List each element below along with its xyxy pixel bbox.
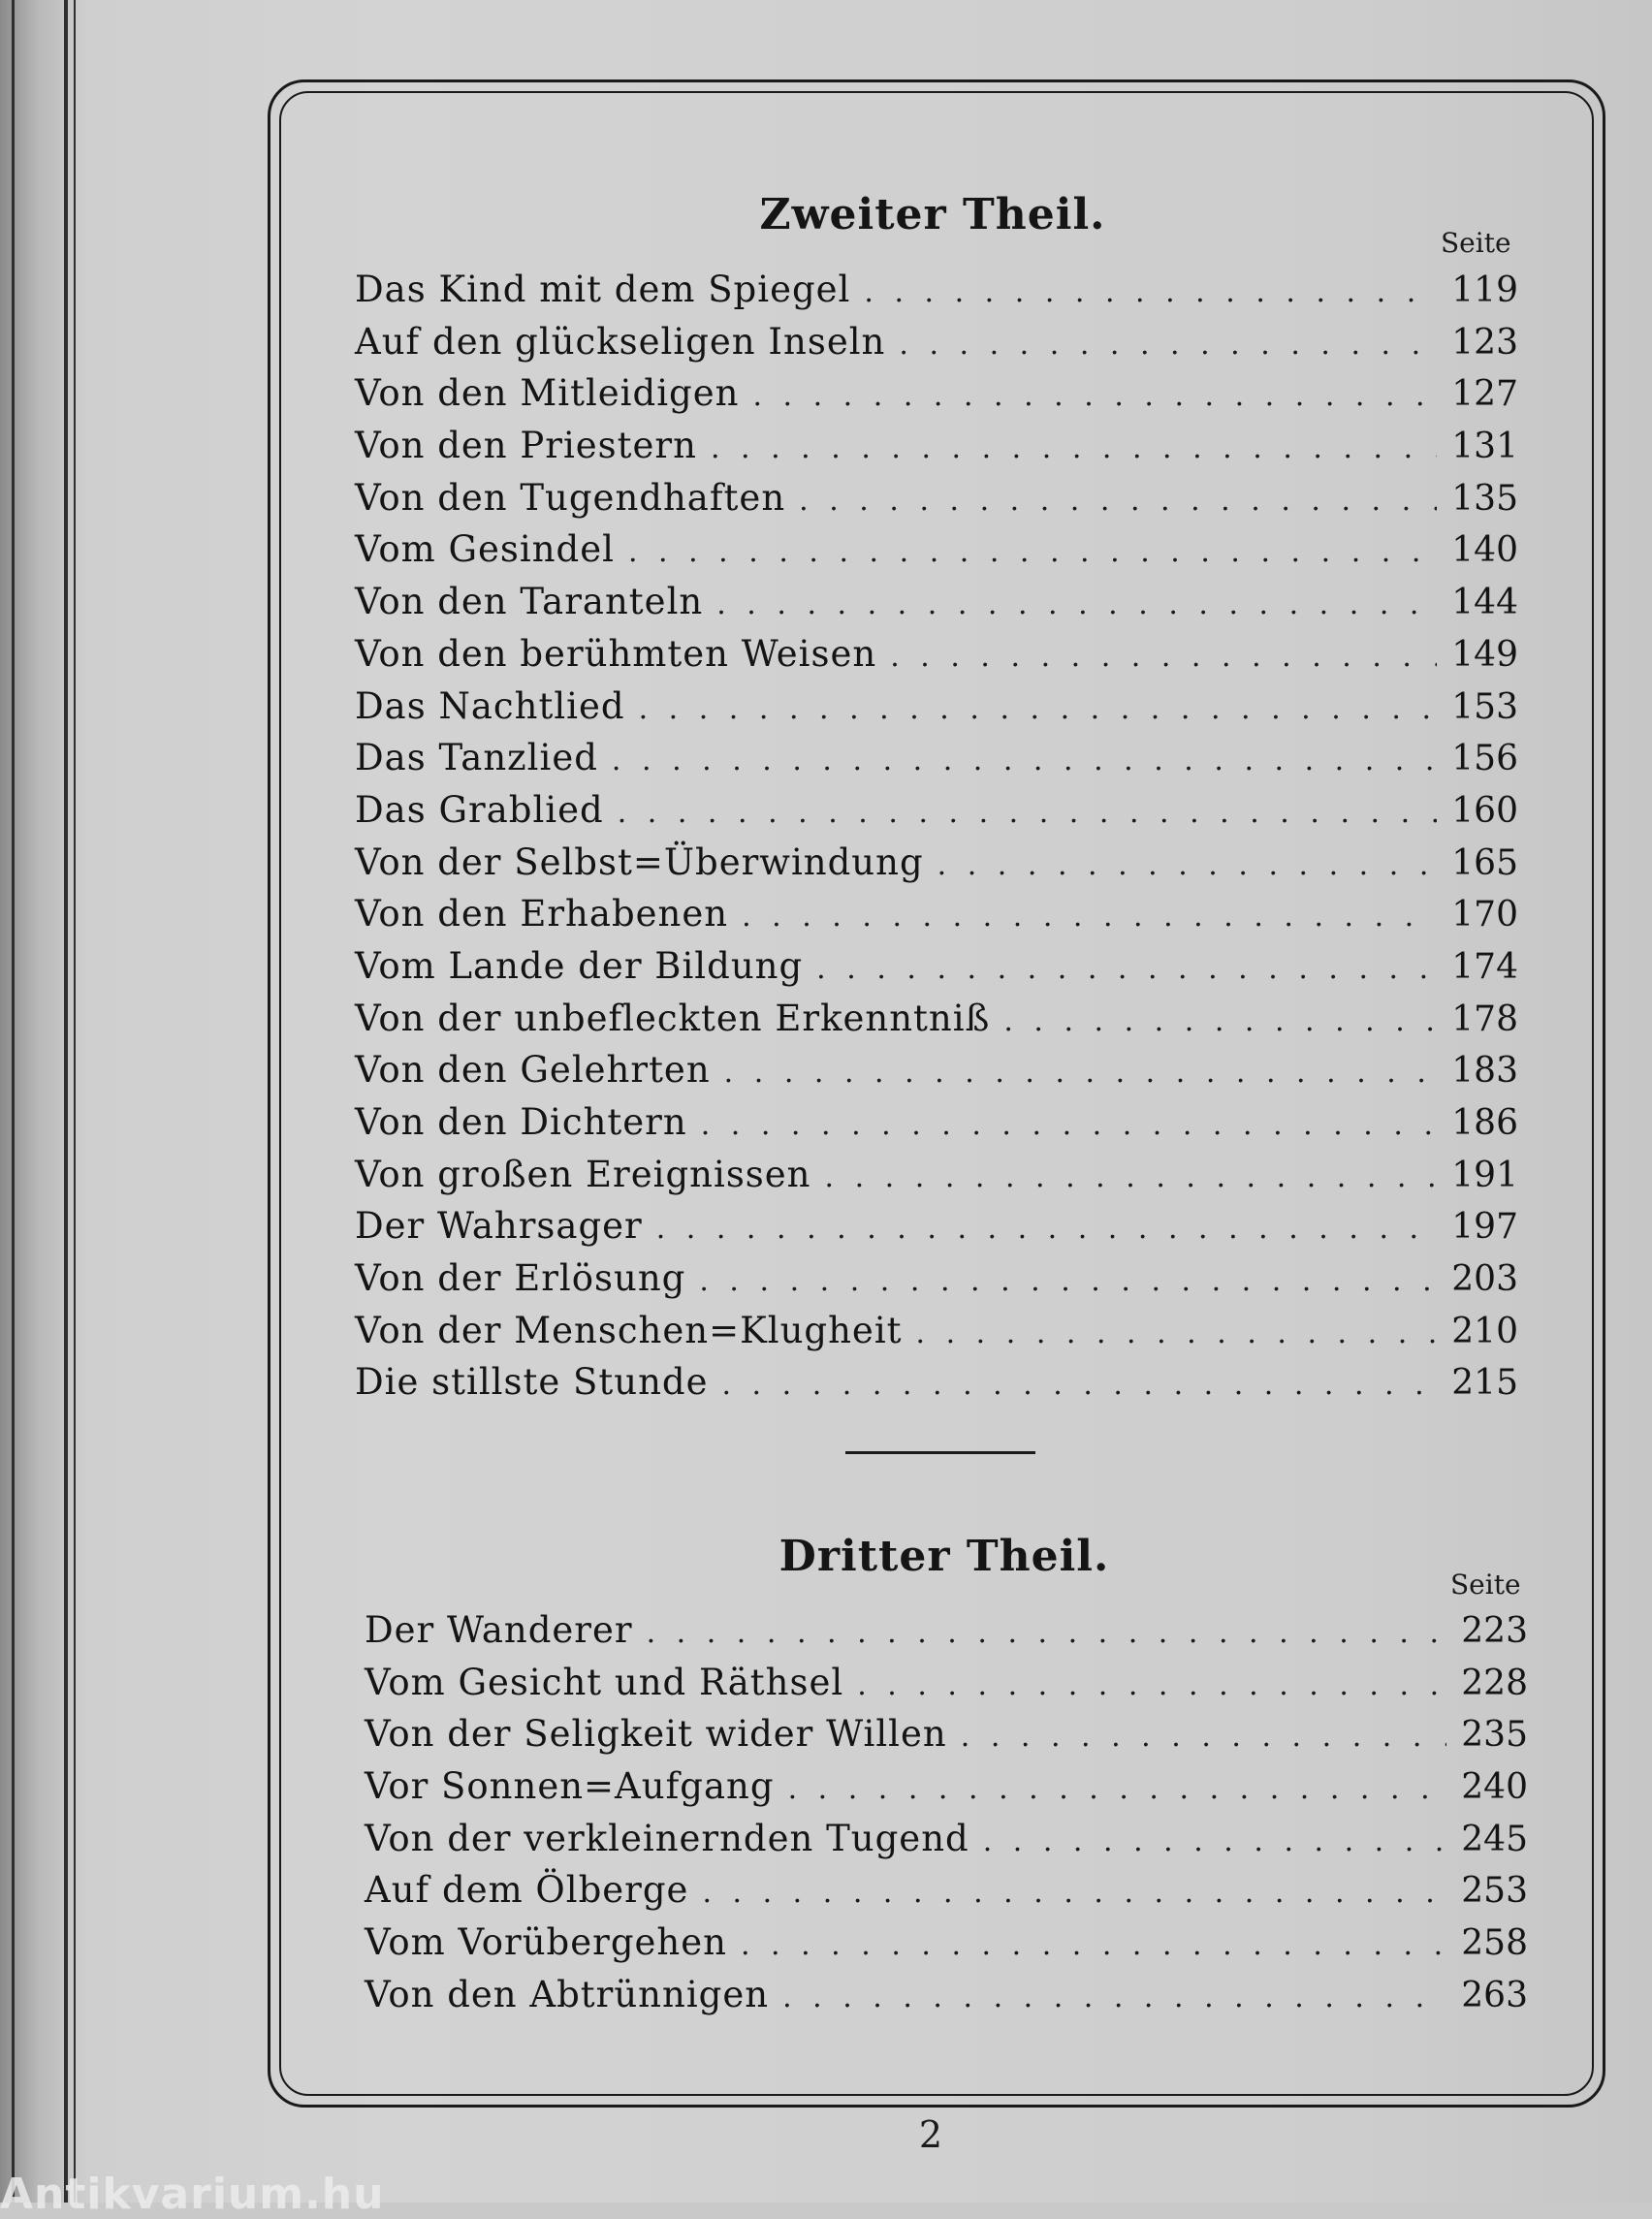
toc-entry-page: 174 <box>1451 946 1518 987</box>
toc-entry-title: Von den Gelehrten <box>355 1049 711 1092</box>
toc-entry <box>355 633 1518 685</box>
toc-entry-title: Auf dem Ölberge <box>365 1869 689 1912</box>
binding-edge-line <box>64 0 68 2203</box>
toc-entry-page: 123 <box>1451 322 1518 363</box>
toc-entry <box>355 477 1518 529</box>
part-two-toc-list <box>355 269 1518 1413</box>
toc-entry-page: 131 <box>1451 427 1518 467</box>
toc-leader-dots <box>799 484 1437 518</box>
toc-entry-page: 197 <box>1451 1207 1518 1248</box>
part-two-title: Zweiter Theil. <box>759 190 1106 239</box>
toc-leader-dots <box>699 1264 1437 1298</box>
toc-leader-dots <box>864 275 1437 309</box>
part-two-seite-label: Seite <box>1441 227 1511 259</box>
toc-entry <box>355 789 1518 841</box>
toc-entry-title: Der Wahrsager <box>355 1205 643 1248</box>
toc-entry <box>355 372 1518 425</box>
toc-entry-title: Von den berühmten Weisen <box>355 632 877 675</box>
toc-entry-page: 119 <box>1451 270 1518 310</box>
toc-entry-title: Von der Seligkeit wider Willen <box>365 1713 947 1756</box>
toc-entry-title: Der Wanderer <box>365 1609 633 1651</box>
toc-leader-dots <box>961 1720 1446 1754</box>
toc-leader-dots <box>937 848 1437 882</box>
toc-entry <box>365 1818 1528 1870</box>
toc-entry <box>365 1974 1528 2026</box>
toc-entry-title: Vom Vorübergehen <box>365 1921 727 1964</box>
toc-leader-dots <box>647 1616 1446 1650</box>
toc-entry <box>355 1205 1518 1257</box>
toc-entry-title: Vom Gesindel <box>355 528 615 571</box>
page-number: 2 <box>918 2113 943 2156</box>
toc-entry-page: 191 <box>1451 1155 1518 1195</box>
toc-entry <box>365 1869 1528 1921</box>
toc-entry-title: Vom Lande der Bildung <box>355 944 804 987</box>
binding-edge-line <box>12 0 15 2203</box>
toc-entry-title: Von den Dichtern <box>355 1101 687 1143</box>
toc-entry-title: Von den Priestern <box>355 425 697 467</box>
toc-entry <box>355 737 1518 789</box>
toc-leader-dots <box>742 900 1437 934</box>
toc-entry-title: Von der Menschen=Klugheit <box>355 1309 903 1351</box>
toc-entry-page: 203 <box>1451 1259 1518 1300</box>
toc-entry <box>355 1361 1518 1413</box>
toc-entry <box>355 1101 1518 1154</box>
toc-entry <box>355 1049 1518 1101</box>
toc-leader-dots <box>716 587 1437 621</box>
toc-entry-title: Von der Erlösung <box>355 1257 686 1300</box>
toc-entry-page: 263 <box>1461 1975 1528 2015</box>
toc-entry-page: 223 <box>1461 1611 1528 1651</box>
toc-entry <box>355 1154 1518 1206</box>
toc-entry-page: 144 <box>1451 583 1518 623</box>
toc-entry <box>365 1921 1528 1974</box>
toc-entry <box>355 269 1518 321</box>
toc-entry-title: Vom Gesicht und Räthsel <box>365 1661 844 1703</box>
toc-entry-title: Von den Abtrünnigen <box>365 1973 770 2015</box>
watermark-text: Antikvarium.hu <box>0 2170 385 2219</box>
toc-entry <box>355 998 1518 1050</box>
toc-entry <box>365 1609 1528 1662</box>
toc-entry-page: 235 <box>1461 1715 1528 1756</box>
toc-leader-dots <box>788 1772 1446 1806</box>
toc-entry-page: 240 <box>1461 1767 1528 1808</box>
toc-entry-page: 228 <box>1461 1663 1528 1703</box>
toc-entry-page: 183 <box>1451 1051 1518 1092</box>
toc-entry-title: Von der unbefleckten Erkenntniß <box>355 997 991 1039</box>
toc-entry <box>355 893 1518 945</box>
section-divider <box>845 1451 1035 1454</box>
toc-entry <box>365 1662 1528 1714</box>
toc-entry <box>355 321 1518 373</box>
toc-leader-dots <box>701 1108 1437 1142</box>
toc-entry-page: 135 <box>1451 478 1518 519</box>
binding-edge-line <box>74 0 76 2203</box>
toc-entry <box>355 1310 1518 1362</box>
toc-entry <box>355 685 1518 738</box>
toc-entry-title: Von den Tugendhaften <box>355 476 786 519</box>
toc-entry-page: 140 <box>1451 530 1518 571</box>
toc-entry-page: 178 <box>1451 999 1518 1039</box>
toc-entry-title: Von großen Ereignissen <box>355 1153 811 1195</box>
toc-leader-dots <box>983 1824 1446 1858</box>
toc-entry-title: Die stillste Stunde <box>355 1361 709 1404</box>
toc-entry <box>355 1257 1518 1310</box>
toc-entry <box>355 945 1518 998</box>
toc-entry-page: 156 <box>1451 739 1518 779</box>
toc-entry-title: Das Kind mit dem Spiegel <box>355 269 851 310</box>
toc-entry-title: Von den Taranteln <box>355 581 704 623</box>
toc-leader-dots <box>612 744 1437 777</box>
toc-leader-dots <box>899 328 1437 362</box>
toc-leader-dots <box>916 1316 1437 1350</box>
part-three-title: Dritter Theil. <box>778 1532 1110 1581</box>
toc-entry <box>355 425 1518 477</box>
toc-entry-page: 245 <box>1461 1819 1528 1859</box>
toc-entry-title: Das Grablied <box>355 788 604 831</box>
part-three-seite-label: Seite <box>1450 1569 1521 1601</box>
toc-entry-title: Das Tanzlied <box>355 737 598 779</box>
toc-leader-dots <box>628 535 1437 569</box>
toc-entry-title: Von der Selbst=Überwindung <box>355 840 924 883</box>
toc-entry-page: 153 <box>1451 686 1518 727</box>
toc-leader-dots <box>890 640 1437 674</box>
toc-entry <box>365 1765 1528 1818</box>
toc-entry-page: 253 <box>1461 1871 1528 1912</box>
toc-entry-title: Auf den glückseligen Inseln <box>355 320 886 363</box>
toc-entry <box>355 581 1518 633</box>
toc-entry <box>355 841 1518 894</box>
toc-entry-title: Von den Mitleidigen <box>355 372 740 415</box>
toc-leader-dots <box>782 1981 1446 2014</box>
toc-entry-page: 149 <box>1451 634 1518 675</box>
toc-leader-dots <box>825 1160 1437 1194</box>
toc-leader-dots <box>724 1056 1437 1090</box>
toc-leader-dots <box>741 1928 1446 1962</box>
toc-entry-page: 165 <box>1451 842 1518 883</box>
toc-leader-dots <box>816 952 1437 986</box>
toc-leader-dots <box>711 431 1437 465</box>
toc-entry-title: Das Nachtlied <box>355 684 625 727</box>
toc-leader-dots <box>721 1368 1437 1402</box>
toc-leader-dots <box>857 1668 1446 1702</box>
toc-leader-dots <box>752 379 1437 413</box>
toc-entry <box>365 1713 1528 1765</box>
toc-entry-title: Von den Erhabenen <box>355 893 729 935</box>
toc-entry-page: 258 <box>1461 1923 1528 1964</box>
toc-leader-dots <box>618 796 1437 830</box>
toc-entry-title: Vor Sonnen=Aufgang <box>365 1765 775 1808</box>
toc-entry-page: 186 <box>1451 1103 1518 1143</box>
toc-entry-page: 127 <box>1451 374 1518 415</box>
toc-leader-dots <box>702 1876 1446 1910</box>
toc-entry-page: 160 <box>1451 790 1518 831</box>
toc-entry <box>355 528 1518 581</box>
toc-entry-page: 215 <box>1451 1363 1518 1404</box>
toc-leader-dots <box>656 1212 1437 1246</box>
part-three-toc-list <box>365 1609 1528 2026</box>
toc-entry-title: Von der verkleinernden Tugend <box>365 1817 969 1859</box>
toc-entry-page: 210 <box>1451 1311 1518 1351</box>
toc-leader-dots <box>1003 1004 1437 1038</box>
toc-leader-dots <box>639 692 1437 726</box>
toc-entry-page: 170 <box>1451 895 1518 935</box>
